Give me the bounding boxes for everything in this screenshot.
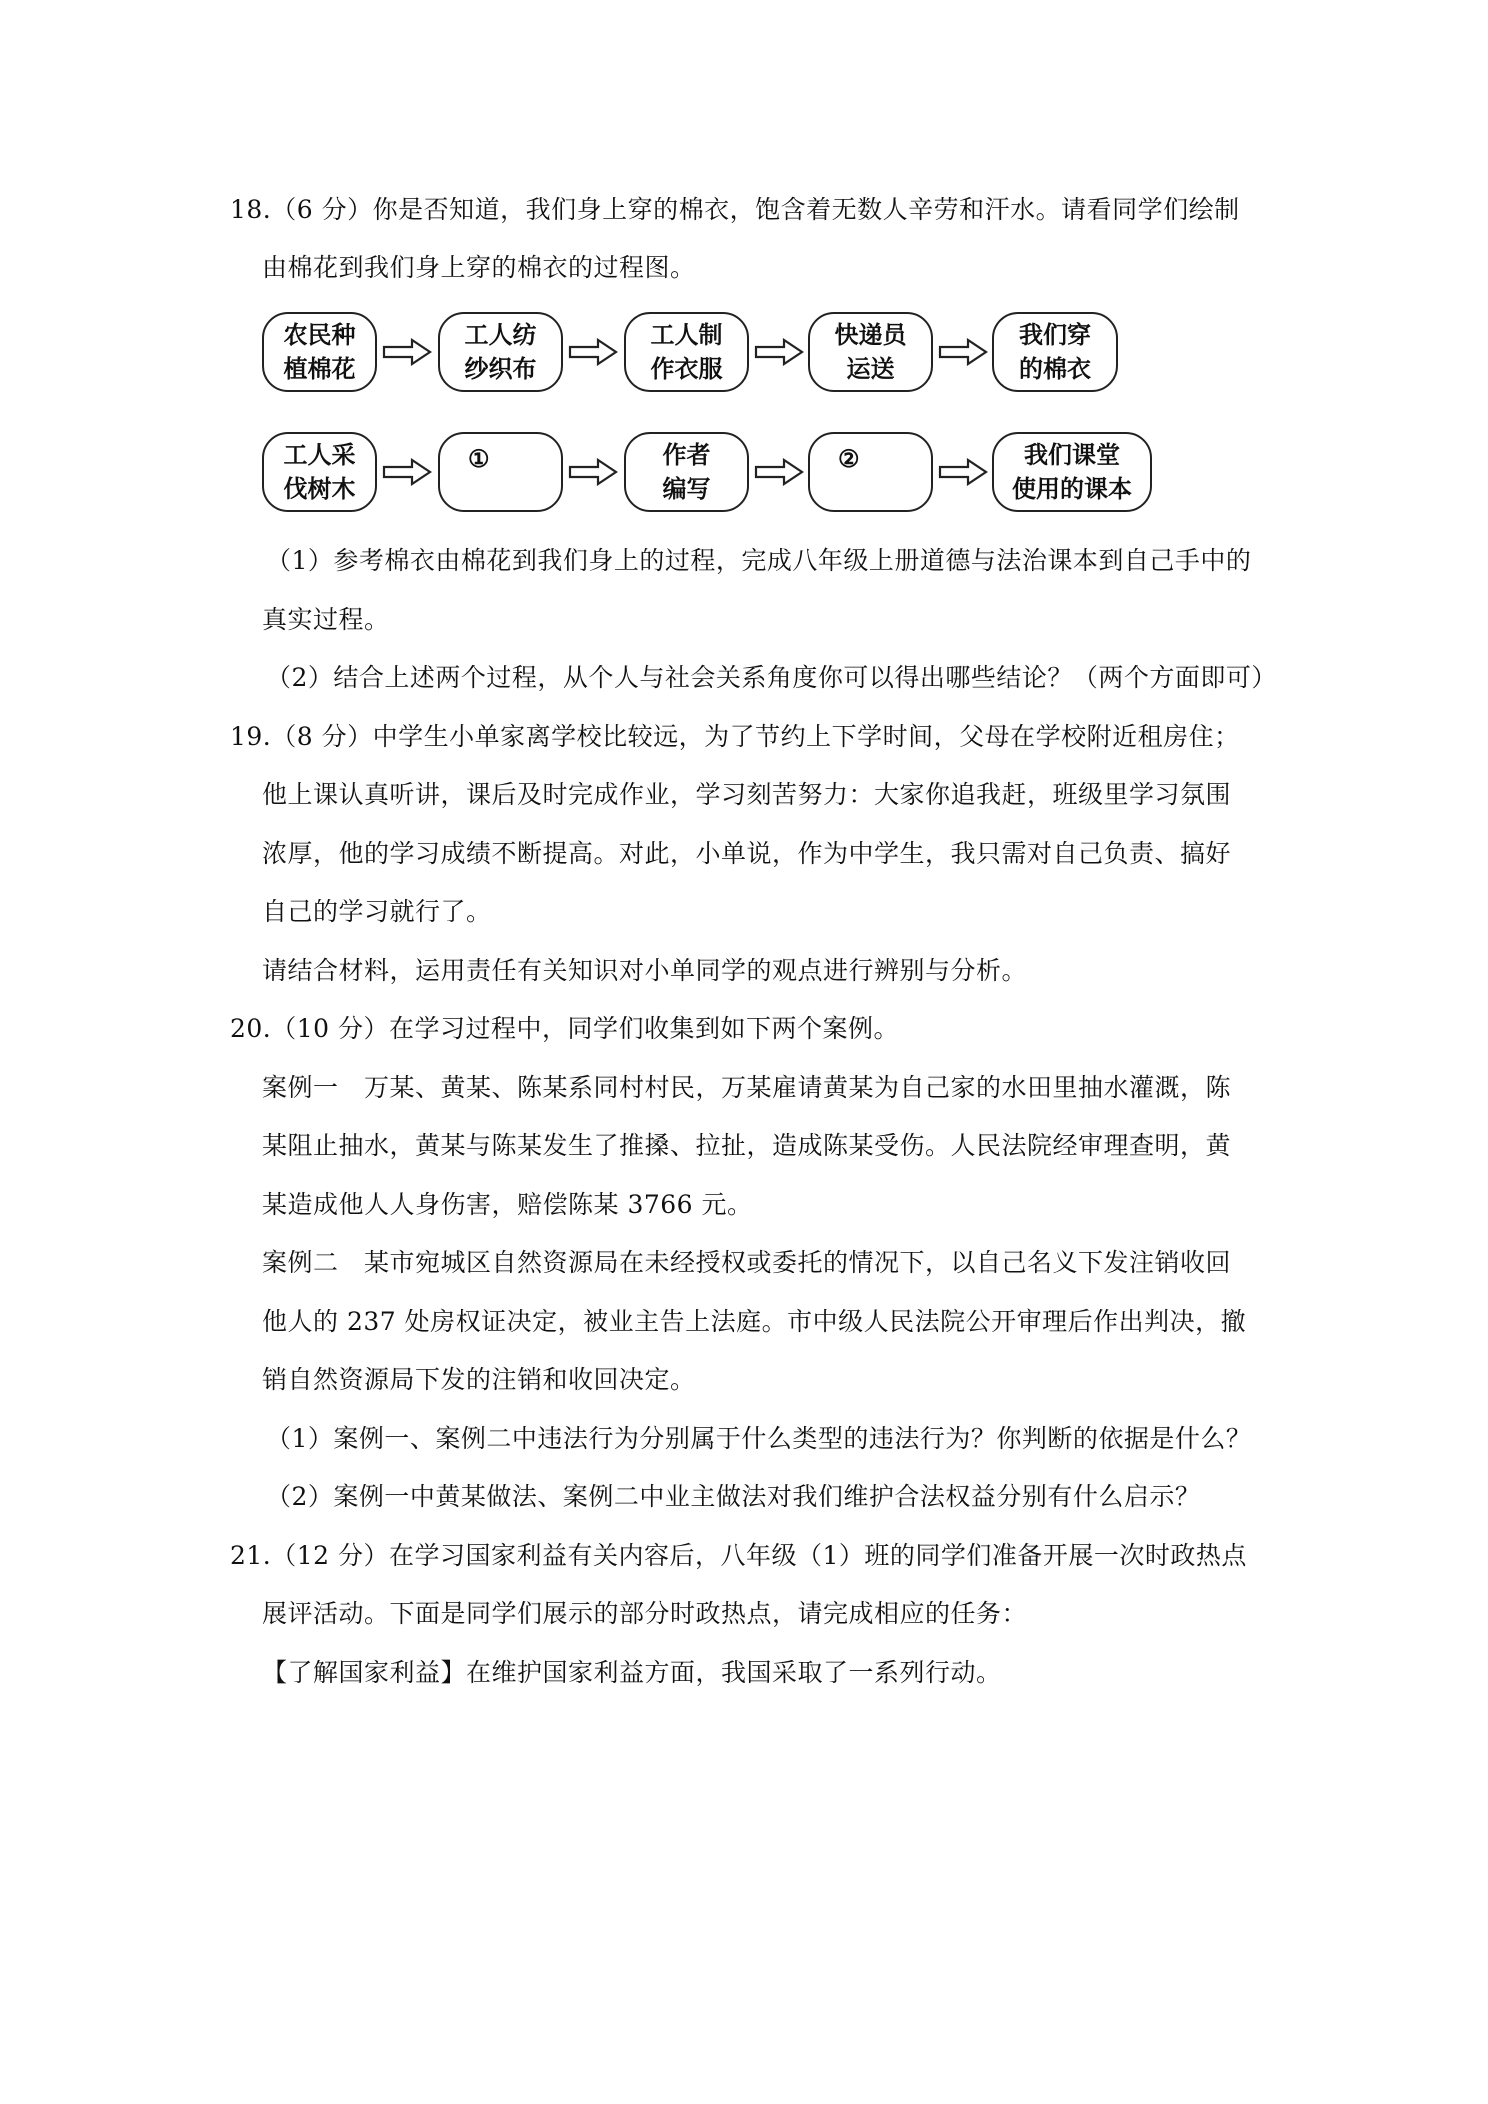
- flow-box-8-text: 我们课堂 使用的课本: [1012, 440, 1132, 503]
- flow-box-7: [624, 432, 749, 512]
- flow-box-blank-2: [808, 432, 933, 512]
- q20-case1-line-2: 某阻止抽水，黄某与陈某发生了推搡、拉扯，造成陈某受伤。人民法院经审理查明，黄: [262, 1131, 1232, 1160]
- q20-case2-line-1: 案例二 某市宛城区自然资源局在未经授权或委托的情况下，以自己名义下发注销收回: [262, 1248, 1232, 1277]
- q18-line-1: 18.（6 分）你是否知道，我们身上穿的棉衣，饱含着无数人辛劳和汗水。请看同学们绘制: [230, 195, 1240, 224]
- q20-sub1: （1）案例一、案例二中违法行为分别属于什么类型的违法行为？你判断的依据是什么？: [266, 1424, 1252, 1453]
- arrow-icon: [938, 338, 988, 366]
- flow-box-1-text: 农民种 植棉花: [283, 320, 356, 383]
- q19-line-4: 自己的学习就行了。: [262, 897, 492, 926]
- q19-line-1: 19.（8 分）中学生小单家离学校比较远，为了节约上下学时间，父母在学校附近租房住；: [230, 722, 1240, 751]
- q19-line-3: 浓厚，他的学习成绩不断提高。对此，小单说，作为中学生，我只需对自己负责、搞好: [262, 839, 1232, 868]
- q19-line-5: 请结合材料，运用责任有关知识对小单同学的观点进行辨别与分析。: [262, 956, 1028, 985]
- flow-box-4: [808, 312, 933, 392]
- q20-case1-line-3: 某造成他人人身伤害，赔偿陈某 3766 元。: [262, 1190, 753, 1219]
- flow-box-1: [262, 312, 377, 392]
- q20-sub2: （2）案例一中黄某做法、案例二中业主做法对我们维护合法权益分别有什么启示？: [266, 1482, 1201, 1511]
- flow-box-5-text: 我们穿 的棉衣: [1019, 320, 1091, 383]
- arrow-icon: [754, 338, 804, 366]
- flow-box-2: [438, 312, 563, 392]
- flow-box-3-text: 工人制 作衣服: [650, 320, 723, 383]
- flow-box-6-text: 工人采 伐树木: [283, 440, 356, 503]
- q18-sub2: （2）结合上述两个过程，从个人与社会关系角度你可以得出哪些结论？（两个方面即可）: [266, 663, 1277, 692]
- arrow-icon: [568, 338, 618, 366]
- flow-box-5: [992, 312, 1118, 392]
- blank-marker-2: ②: [838, 444, 860, 473]
- q20-case1-line-1: 案例一 万某、黄某、陈某系同村村民，万某雇请黄某为自己家的水田里抽水灌溉，陈: [262, 1073, 1232, 1102]
- arrow-icon: [938, 458, 988, 486]
- q21-line-1: 21.（12 分）在学习国家利益有关内容后，八年级（1）班的同学们准备开展一次时政热点: [230, 1541, 1247, 1570]
- arrow-icon: [382, 458, 432, 486]
- flow-box-7-text: 作者 编写: [662, 440, 711, 503]
- flow-box-blank-1: [438, 432, 563, 512]
- flow-box-6: [262, 432, 377, 512]
- q20-case2-line-3: 销自然资源局下发的注销和收回决定。: [262, 1365, 696, 1394]
- arrow-icon: [754, 458, 804, 486]
- q18-sub1-line-2: 真实过程。: [262, 605, 390, 634]
- q20-line-1: 20.（10 分）在学习过程中，同学们收集到如下两个案例。: [230, 1014, 900, 1043]
- flow-diagram-textbook: [262, 432, 1162, 518]
- arrow-icon: [568, 458, 618, 486]
- q18-line-2: 由棉花到我们身上穿的棉衣的过程图。: [262, 253, 696, 282]
- q21-line-3: 【了解国家利益】在维护国家利益方面，我国采取了一系列行动。: [262, 1658, 1002, 1687]
- flow-box-4-text: 快递员 运送: [834, 320, 907, 383]
- q21-line-2: 展评活动。下面是同学们展示的部分时政热点，请完成相应的任务：: [262, 1599, 1028, 1628]
- flow-box-8: [992, 432, 1152, 512]
- flow-diagram-cotton: [262, 312, 1162, 398]
- q18-sub1-line-1: （1）参考棉衣由棉花到我们身上的过程，完成八年级上册道德与法治课本到自己手中的: [266, 546, 1252, 575]
- q20-case2-line-2: 他人的 237 处房权证决定，被业主告上法庭。市中级人民法院公开审理后作出判决，撤: [262, 1307, 1247, 1336]
- q19-line-2: 他上课认真听讲，课后及时完成作业，学习刻苦努力：大家你追我赶，班级里学习氛围: [262, 780, 1232, 809]
- flow-box-3: [624, 312, 749, 392]
- arrow-icon: [382, 338, 432, 366]
- flow-box-2-text: 工人纺 纱织布: [464, 320, 537, 383]
- blank-marker-1: ①: [468, 444, 490, 473]
